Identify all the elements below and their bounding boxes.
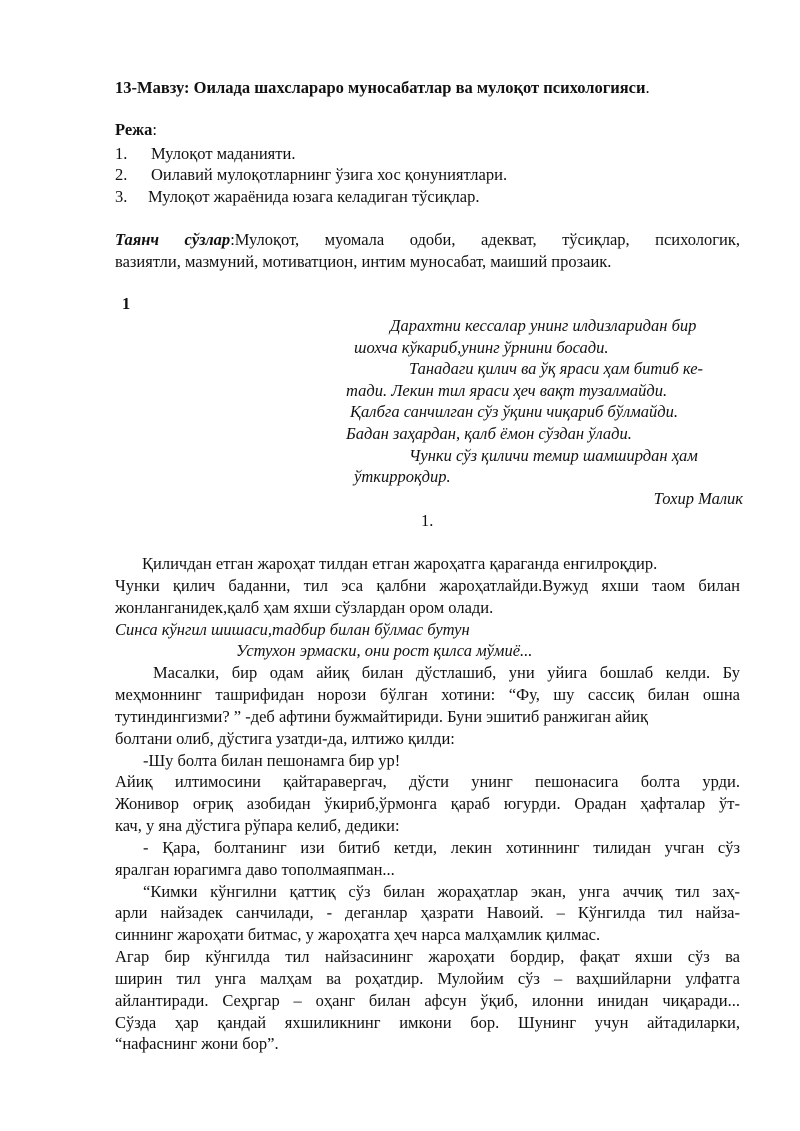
plan-item-number: 1. bbox=[115, 144, 128, 163]
body-line: -Шу болта билан пешонамга бир ур! bbox=[143, 751, 401, 770]
keywords-label: Таянч сўзлар bbox=[115, 230, 231, 249]
plan-item-text: Мулоқот маданияти. bbox=[151, 144, 296, 163]
plan-item-number: 2. bbox=[115, 165, 128, 184]
plan-item bbox=[115, 187, 480, 207]
body-line: Айиқ илтимосини қайтаравергач, дўсти унинг пешонасига болта урди. bbox=[115, 772, 740, 791]
plan-item-number: 3. bbox=[115, 187, 128, 206]
epigraph-line: Қалбга санчилган сўз ўқини чиқариб бўлмайди. bbox=[350, 402, 679, 421]
body-line: Сўзда ҳар қандай яхшиликнинг имкони бор. Шунинг учун айтадиларки, bbox=[115, 1013, 740, 1032]
body-line: жонланганидек,қалб ҳам яхши сўзлардан ором олади. bbox=[115, 598, 494, 617]
keywords-text: :Мулоқот, муомала одоби, адекват, тўсиқлар, психологик, bbox=[230, 230, 740, 249]
body-line: - Қара, болтанинг изи битиб кетди, лекин хотиннинг тилидан учган сўз bbox=[143, 838, 740, 857]
title-period: . bbox=[645, 78, 650, 97]
epigraph-line: тади. Лекин тил яраси ҳеч вақт тузалмайди. bbox=[346, 381, 668, 400]
epigraph-line: Чунки сўз қиличи темир шамширдан ҳам bbox=[409, 446, 698, 465]
body-line: айлантиради. Сеҳргар – оҳанг билан афсун ўқиб, илонни инидан чиқаради... bbox=[115, 991, 740, 1010]
section-number: 1 bbox=[122, 294, 131, 313]
plan-item bbox=[115, 165, 508, 185]
epigraph-line: Бадан заҳардан, қалб ёмон сўздан ўлади. bbox=[346, 424, 632, 443]
epigraph-line: ўткирроқдир. bbox=[354, 467, 451, 486]
body-line: Қиличдан етган жароҳат тилдан етган жароҳатга қараганда енгилроқдир. bbox=[142, 554, 658, 573]
title-text: 13-Мавзу: Оилада шахслараро муносабатлар ва мулоқот психологияси bbox=[115, 78, 646, 97]
body-line: яралган юрагимга даво тополмаяпман... bbox=[115, 860, 395, 879]
plan-item-text: Оилавий мулоқотларнинг ўзига хос қонуниятлари. bbox=[151, 165, 508, 184]
epigraph-line: Танадаги қилич ва ўқ яраси ҳам битиб ке- bbox=[409, 359, 704, 378]
epigraph-footnote: 1. bbox=[421, 511, 434, 530]
body-line: синнинг жароҳати битмас, у жароҳатга ҳеч нарса малҳамлик қилмас. bbox=[115, 925, 601, 944]
page-title bbox=[115, 78, 650, 98]
poem-line: Синса кўнгил шишаси,тадбир билан бўлмас бутун bbox=[115, 620, 470, 639]
body-line: Чунки қилич баданни, тил эса қалбни жароҳатлайди.Вужуд яхши таом билан bbox=[115, 576, 740, 595]
plan-heading bbox=[115, 120, 157, 140]
body-line: “нафаснинг жони бор”. bbox=[115, 1034, 279, 1053]
body-line: Агар бир кўнгилда тил найзасининг жароҳати бордир, фақат яхши сўз ва bbox=[115, 947, 740, 966]
plan-item bbox=[115, 144, 296, 164]
body-line: тутиндингизми? ” -деб афтини бужмайтириди. Буни эшитиб ранжиган айиқ bbox=[115, 707, 649, 726]
epigraph-line: шохча кўкариб,унинг ўрнини босади. bbox=[354, 338, 609, 357]
body-line: меҳмоннинг ташрифидан норози бўлган хотини: “Фу, шу сассиқ билан ошна bbox=[115, 685, 740, 704]
body-line: ширин тил унга малҳам ва роҳатдир. Мулойим сўз – ваҳшийларни улфатга bbox=[115, 969, 740, 988]
keywords-line: вазиятли, мазмуний, мотиватцион, интим муносабат, маиший прозаик. bbox=[115, 252, 612, 271]
plan-colon: : bbox=[152, 120, 157, 139]
plan-item-text: Мулоқот жараёнида юзага келадиган тўсиқлар. bbox=[148, 187, 480, 206]
body-line: Масалки, бир одам айиқ билан дўстлашиб, уни уйига бошлаб келди. Бу bbox=[153, 663, 740, 682]
epigraph-author: Тохир Малик bbox=[653, 489, 743, 508]
body-line: болтани олиб, дўстига узатди-да, илтижо қилди: bbox=[115, 729, 455, 748]
body-line: кач, у яна дўстига рўпара келиб, дедики: bbox=[115, 816, 400, 835]
poem-line: Устухон эрмаски, они рост қилса мўмиё... bbox=[236, 641, 533, 660]
body-line: “Кимки кўнгилни қаттиқ сўз билан жораҳатлар экан, унга аччиқ тил заҳ- bbox=[143, 882, 740, 901]
plan-label: Режа bbox=[115, 120, 153, 139]
body-line: Жонивор оғриқ азобидан ўкириб,ўрмонга қараб югурди. Орадан ҳафталар ўт- bbox=[115, 794, 740, 813]
body-line: арли найзадек санчилади, - деганлар ҳазрати Навоий. – Кўнгилда тил найза- bbox=[115, 903, 740, 922]
keywords-line bbox=[115, 230, 740, 250]
epigraph-line: Дарахтни кессалар унинг илдизларидан бир bbox=[390, 316, 697, 335]
